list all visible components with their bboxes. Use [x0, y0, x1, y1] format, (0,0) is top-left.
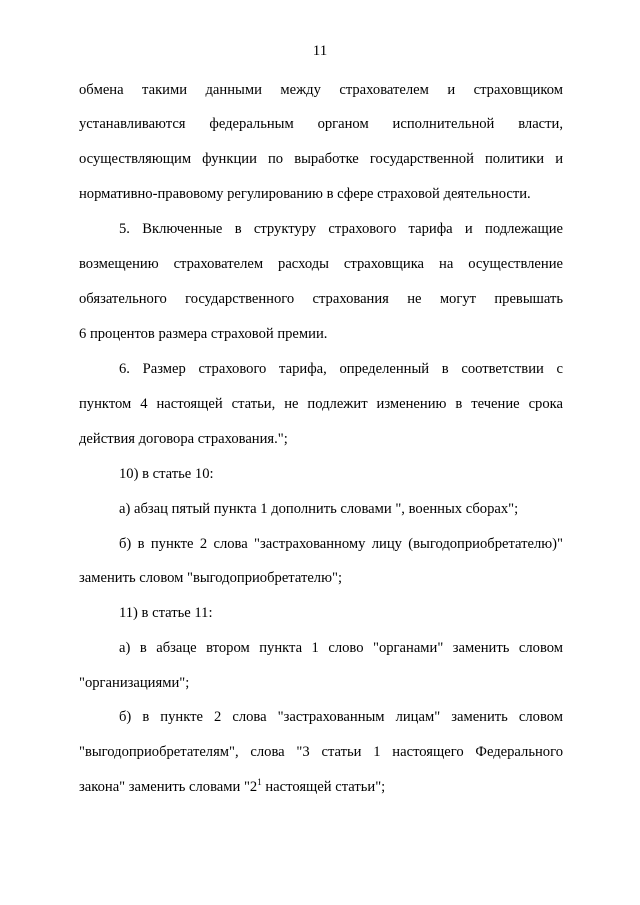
text-line: 5. Включенные в структуру страхового тарифа и подлежащие — [119, 221, 563, 237]
text-line: 6 процентов размера страховой премии. — [79, 326, 328, 342]
text-line: 6. Размер страхового тарифа, определенный в соответствии с — [119, 361, 563, 377]
text-line: устанавливаются федеральным органом исполнительной власти, — [79, 116, 563, 132]
text-line: обязательного государственного страхования не могут превышать — [79, 291, 563, 307]
text-line: "выгодоприобретателям", слова "3 статьи 1 настоящего Федерального — [79, 744, 563, 760]
superscript: 1 — [257, 777, 262, 788]
text-line: возмещению страхователем расходы страховщика на осуществление — [79, 256, 563, 272]
text-line: нормативно-правовому регулированию в сфере страховой деятельности. — [79, 186, 531, 202]
text-line: осуществляющим функции по выработке государственной политики и — [79, 151, 563, 167]
text-line-with-superscript — [79, 778, 563, 796]
text-line: а) абзац пятый пункта 1 дополнить словами ", военных сборах"; — [119, 501, 519, 517]
text-line: обмена такими данными между страхователем и страховщиком — [79, 82, 563, 98]
text-line: заменить словом "выгодоприобретателю"; — [79, 570, 343, 586]
text-line: а) в абзаце втором пункта 1 слово "органами" заменить словом — [119, 640, 563, 656]
page-number: 11 — [312, 43, 328, 59]
text-line: "организациями"; — [79, 675, 190, 691]
text-line: 10) в статье 10: — [119, 466, 214, 482]
text-segment: настоящей статьи"; — [261, 779, 386, 795]
text-line: б) в пункте 2 слова "застрахованным лицам" заменить словом — [119, 709, 563, 725]
text-segment: закона" заменить словами "2 — [79, 779, 258, 795]
text-line: действия договора страхования."; — [79, 431, 288, 447]
text-line: 11) в статье 11: — [119, 605, 213, 621]
text-line: б) в пункте 2 слова "застрахованному лицу (выгодоприобретателю)" — [119, 536, 563, 552]
text-line: пунктом 4 настоящей статьи, не подлежит изменению в течение срока — [79, 396, 563, 412]
